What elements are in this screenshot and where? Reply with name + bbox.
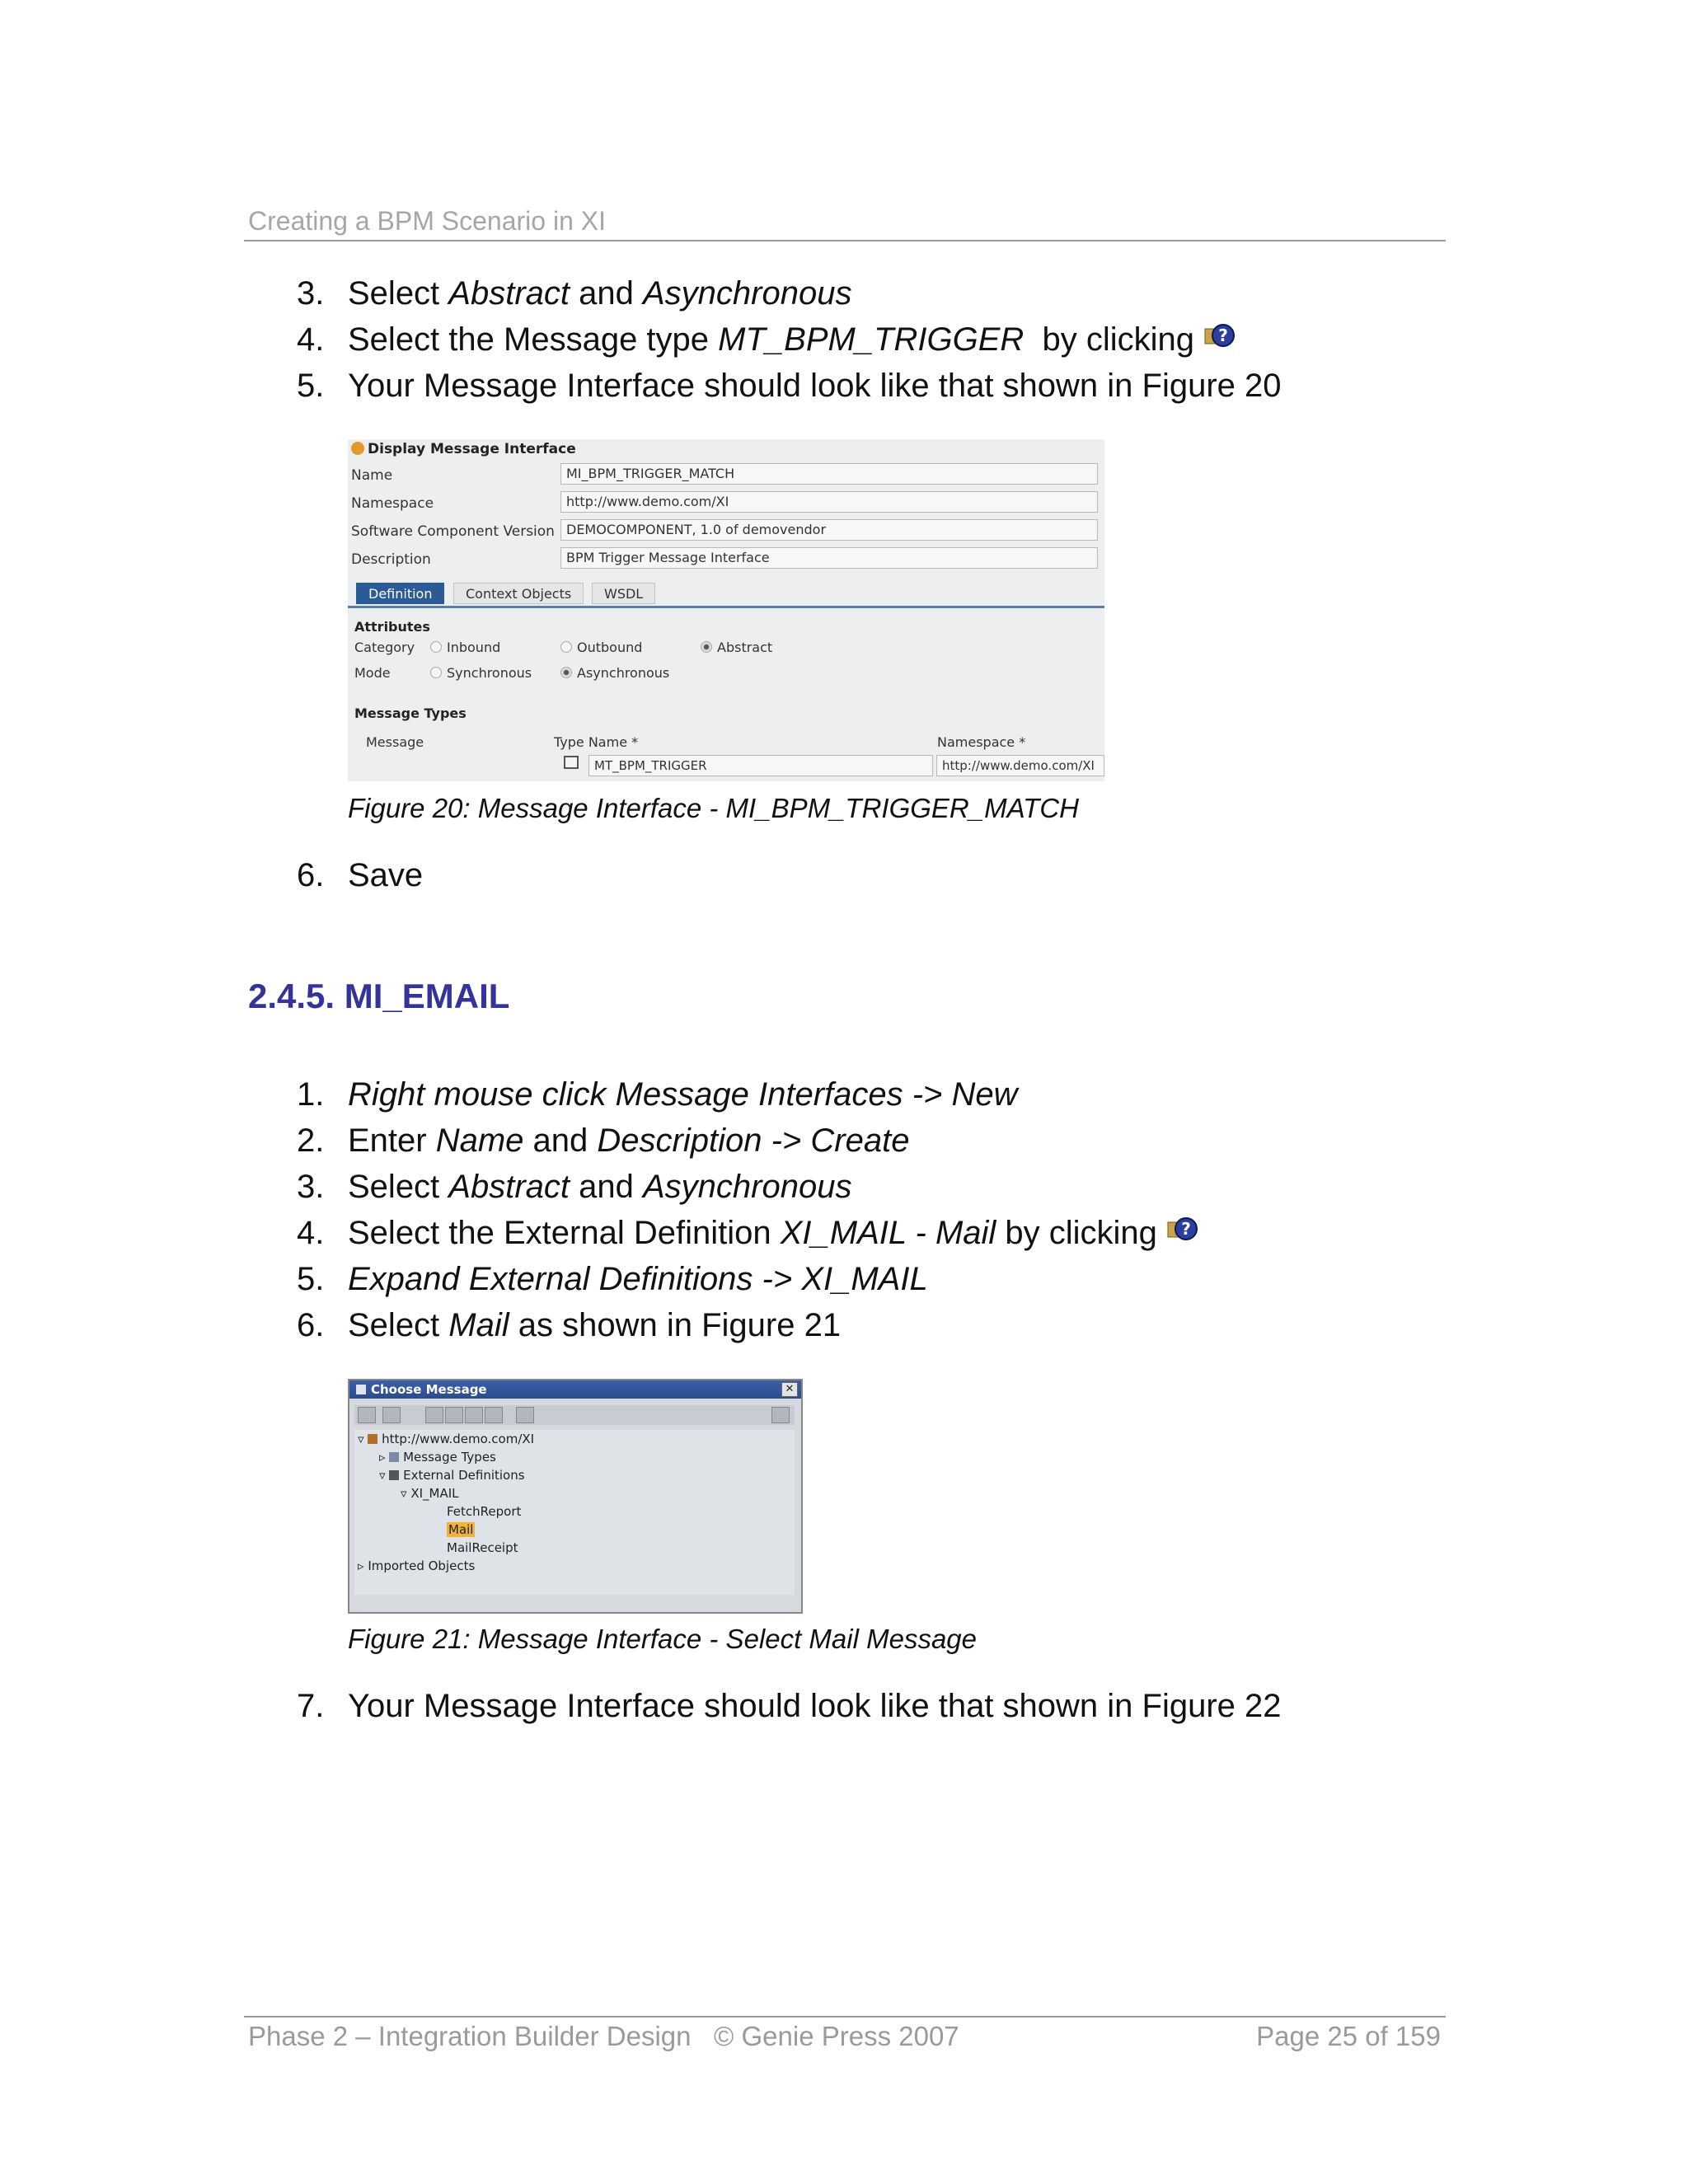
footer-left: Phase 2 – Integration Builder Design © Genie Press 2007 — [248, 2021, 959, 2051]
filter-button[interactable] — [516, 1407, 534, 1423]
input-help-icon[interactable] — [564, 756, 579, 769]
tree-node[interactable]: ▿ XI_MAIL — [401, 1486, 459, 1501]
toolbar-button[interactable] — [485, 1407, 503, 1423]
radio-outbound[interactable]: Outbound — [560, 640, 642, 655]
footer-rule — [244, 2016, 1446, 2018]
toolbar-button[interactable] — [425, 1407, 443, 1423]
toolbar-button[interactable] — [445, 1407, 463, 1423]
field-label: Name — [351, 467, 393, 484]
tree-node[interactable]: FetchReport — [447, 1504, 522, 1519]
toolbar-button[interactable] — [465, 1407, 483, 1423]
tab-bar — [348, 581, 1104, 608]
field-label: Namespace — [351, 495, 434, 512]
close-button[interactable]: ✕ — [781, 1382, 798, 1397]
tree-node[interactable]: ▿ http://www.demo.com/XI — [358, 1432, 535, 1446]
tree-node[interactable]: MailReceipt — [447, 1540, 518, 1555]
list-item: 1. Right mouse click Message Interfaces -> New — [297, 1076, 1018, 1113]
dialog-title: Choose Message — [349, 1380, 801, 1399]
type-name-field[interactable]: MT_BPM_TRIGGER — [588, 755, 933, 776]
dialog-toolbar — [354, 1405, 795, 1425]
svg-text:?: ? — [1218, 326, 1228, 345]
tab-definition[interactable]: Definition — [356, 583, 444, 604]
tree-node[interactable]: ▹ Message Types — [379, 1450, 496, 1465]
mode-label: Mode — [354, 665, 391, 681]
list-item: 7. Your Message Interface should look like that shown in Figure 22 — [297, 1688, 1282, 1724]
software-component-field[interactable]: DEMOCOMPONENT, 1.0 of demovendor — [560, 519, 1098, 541]
attributes-heading: Attributes — [354, 619, 430, 635]
namespace-value-field[interactable]: http://www.demo.com/XI — [936, 755, 1104, 776]
header-rule — [244, 240, 1446, 241]
message-types-heading: Message Types — [354, 705, 467, 721]
svg-text:?: ? — [1181, 1219, 1191, 1239]
col-namespace: Namespace * — [937, 734, 1026, 750]
tab-context-objects[interactable]: Context Objects — [453, 583, 584, 604]
toolbar-button[interactable] — [358, 1407, 376, 1423]
figure-21-screenshot — [348, 1379, 803, 1614]
list-item: 6. Select Mail as shown in Figure 21 — [297, 1307, 842, 1343]
list-item: 5. Expand External Definitions -> XI_MAIL — [297, 1261, 928, 1297]
radio-synchronous[interactable]: Synchronous — [430, 665, 532, 681]
namespace-field[interactable]: http://www.demo.com/XI — [560, 491, 1098, 513]
description-field[interactable]: BPM Trigger Message Interface — [560, 547, 1098, 569]
window-title: Display Message Interface — [351, 441, 576, 457]
list-item: 3. Select Abstract and Asynchronous — [297, 275, 852, 312]
radio-abstract[interactable]: Abstract — [701, 640, 772, 655]
message-tree — [354, 1430, 795, 1595]
footer-page-number: Page 25 of 159 — [1256, 2021, 1441, 2051]
figure-20-caption: Figure 20: Message Interface - MI_BPM_TRIGGER_MATCH — [348, 793, 1079, 823]
help-input-icon[interactable] — [1166, 1214, 1199, 1247]
tree-node[interactable]: ▹ Imported Objects — [358, 1558, 476, 1573]
toolbar-button[interactable] — [771, 1407, 790, 1423]
figure-21-caption: Figure 21: Message Interface - Select Mail Message — [348, 1624, 978, 1654]
section-heading: 2.4.5. MI_EMAIL — [248, 977, 510, 1015]
help-input-icon[interactable] — [1203, 321, 1236, 354]
col-message: Message — [366, 734, 424, 750]
list-item: 5. Your Message Interface should look like that shown in Figure 20 — [297, 368, 1282, 404]
list-item: 2. Enter Name and Description -> Create — [297, 1122, 910, 1159]
window-icon — [356, 1385, 366, 1394]
col-type-name: Type Name * — [554, 734, 639, 750]
interface-icon — [351, 442, 364, 455]
list-item: 6. Save — [297, 857, 424, 893]
category-label: Category — [354, 640, 415, 655]
list-item: 4. Select the Message type MT_BPM_TRIGGER by clicking ? — [297, 320, 1236, 359]
running-header: Creating a BPM Scenario in XI — [248, 206, 606, 236]
list-item: 4. Select the External Definition XI_MAIL - Mail by clicking ? — [297, 1213, 1199, 1253]
field-label: Description — [351, 551, 431, 568]
field-label: Software Component Version — [351, 523, 555, 540]
toolbar-button[interactable] — [382, 1407, 401, 1423]
name-field[interactable]: MI_BPM_TRIGGER_MATCH — [560, 463, 1098, 485]
radio-asynchronous[interactable]: Asynchronous — [560, 665, 669, 681]
tab-wsdl[interactable]: WSDL — [592, 583, 655, 604]
tree-node-selected[interactable]: Mail — [448, 1522, 474, 1537]
list-item: 3. Select Abstract and Asynchronous — [297, 1169, 852, 1205]
figure-20-screenshot — [348, 439, 1104, 781]
radio-inbound[interactable]: Inbound — [430, 640, 500, 655]
tree-node[interactable]: ▿ External Definitions — [379, 1468, 525, 1483]
